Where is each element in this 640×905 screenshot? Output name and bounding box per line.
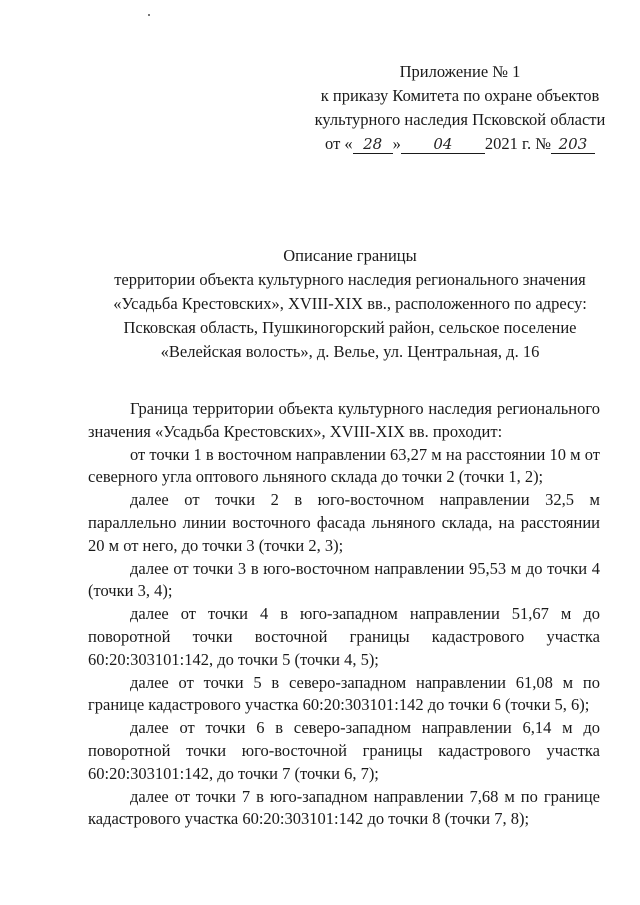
date-prefix: от « <box>325 134 353 153</box>
scan-speck <box>148 14 150 16</box>
annex-committee: культурного наследия Псковской области <box>314 110 606 129</box>
document-title <box>80 244 620 364</box>
annex-order-ref: к приказу Комитета по охране объектов <box>320 86 600 105</box>
title-line-3: «Усадьба Крестовских», XVIII-XIX вв., расположенного по адресу: <box>113 294 587 313</box>
body-paragraph-intro: Граница территории объекта культурного наследия регионального значения «Усадьба Крестовских», XVIII-XIX вв. проходит: <box>88 399 600 441</box>
handwritten-month: 04 <box>401 135 485 154</box>
body-paragraph-segment-1-2: от точки 1 в восточном направлении 63,27 м на расстоянии 10 м от северного угла оптового льняного склада до точки 2 (точки 1, 2); <box>88 444 600 487</box>
title-line-4: Псковская область, Пушкиногорский район, сельское поселение <box>123 318 577 337</box>
body-paragraph-segment-4-5: далее от точки 4 в юго-западном направлении 51,67 м до поворотной точки восточной границы кадастрового участка 60:20:303101:142, до точки 5 (точки 4, 5); <box>88 604 600 669</box>
handwritten-day: 28 <box>353 135 393 154</box>
handwritten-order-number: 203 <box>551 135 595 154</box>
document-body <box>88 398 600 831</box>
body-paragraph-segment-7-8: далее от точки 7 в юго-западном направлении 7,68 м по границе кадастрового участка 60:20:303101:142 до точки 8 (точки 7, 8); <box>88 786 600 829</box>
annex-header <box>300 60 620 156</box>
annex-date-line <box>300 132 620 156</box>
annex-number: Приложение № 1 <box>399 62 521 81</box>
title-line-2: территории объекта культурного наследия регионального значения <box>114 270 586 289</box>
body-paragraph-segment-2-3: далее от точки 2 в юго-восточном направлении 32,5 м параллельно линии восточного фасада льняного склада, на расстоянии 20 м от него, до точки 3 (точки 2, 3); <box>88 490 600 555</box>
title-line-1: Описание границы <box>283 246 417 265</box>
body-paragraph-segment-3-4: далее от точки 3 в юго-восточном направлении 95,53 м до точки 4 (точки 3, 4); <box>88 558 600 601</box>
date-year: 2021 г. № <box>484 134 551 153</box>
date-quote-close: » <box>392 134 401 153</box>
body-paragraph-segment-5-6: далее от точки 5 в северо-западном направлении 61,08 м по границе кадастрового участка 60:20:303101:142 до точки 6 (точки 5, 6); <box>88 672 600 715</box>
body-paragraph-segment-6-7: далее от точки 6 в северо-западном направлении 6,14 м до поворотной точки юго-восточной границы кадастрового участка 60:20:303101:142, до точки 7 (точки 6, 7); <box>88 718 600 783</box>
title-line-5: «Велейская волость», д. Велье, ул. Центральная, д. 16 <box>160 342 540 361</box>
